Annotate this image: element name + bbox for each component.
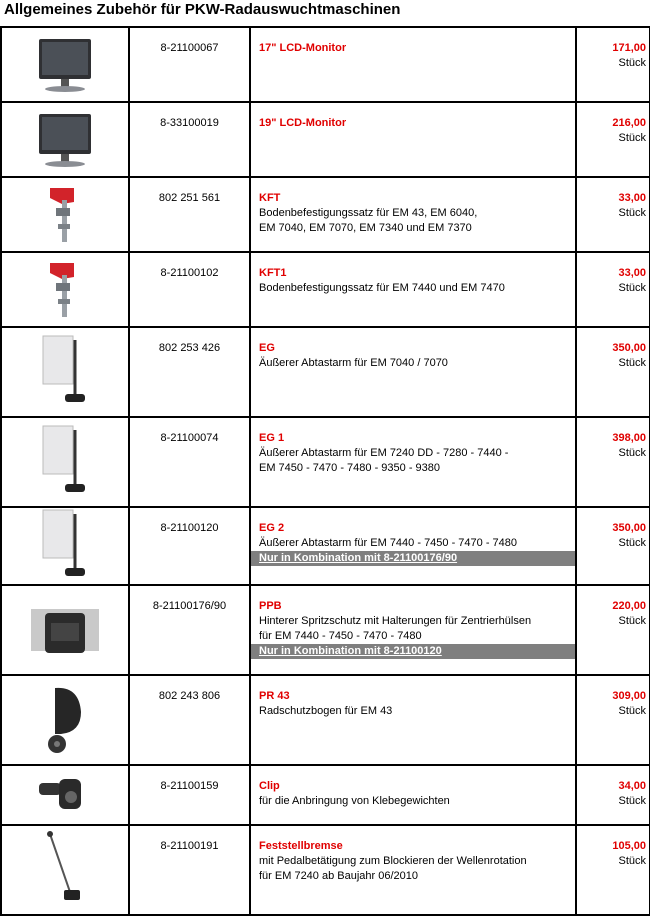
price-unit: Stück [618,705,646,717]
lcd-monitor-icon [2,35,128,95]
product-image [1,327,129,417]
article-number: 8-21100176/90 [129,585,250,675]
article-number: 8-21100191 [129,825,250,915]
price-cell [576,327,650,417]
price-unit: Stück [618,357,646,369]
price-value: 350,00 [612,342,646,354]
product-description [250,417,576,507]
description-line: für EM 7240 ab Baujahr 06/2010 [259,870,419,882]
price-unit: Stück [618,207,646,219]
floor-mount-kit-icon [2,184,128,246]
article-number: 8-21100159 [129,765,250,825]
table-row [1,507,650,585]
price-cell [576,417,650,507]
product-image [1,507,129,585]
product-description [250,675,576,765]
clip-icon [2,773,128,817]
description-line: EM 7450 - 7470 - 7480 - 9350 - 9380 [259,462,441,474]
product-description [250,27,576,102]
table-row [1,585,650,675]
accessory-table [0,26,650,916]
price-value: 398,00 [612,432,646,444]
product-image [1,765,129,825]
page-title: Allgemeines Zubehör für PKW-Radauswuchtmaschinen [4,1,401,18]
product-name: EG 1 [259,432,285,444]
article-number: 802 253 426 [129,327,250,417]
product-description [250,585,576,675]
description-line: EM 7040, EM 7070, EM 7340 und EM 7370 [259,222,472,234]
price-cell [576,825,650,915]
table-row [1,675,650,765]
description-line: Bodenbefestigungssatz für EM 7440 und EM 7470 [259,282,505,294]
article-number: 802 243 806 [129,675,250,765]
product-name: PPB [259,600,282,612]
table-row [1,102,650,177]
price-cell [576,765,650,825]
product-image [1,177,129,252]
product-image [1,252,129,327]
price-unit: Stück [618,447,646,459]
price-unit: Stück [618,132,646,144]
article-number: 8-33100019 [129,102,250,177]
product-name: 17" LCD-Monitor [259,42,347,54]
product-image [1,417,129,507]
price-cell [576,177,650,252]
product-name: KFT1 [259,267,287,279]
article-number: 802 251 561 [129,177,250,252]
product-image [1,585,129,675]
product-name: EG 2 [259,522,285,534]
price-cell [576,252,650,327]
sensing-arm-icon [2,508,128,584]
product-name: 19" LCD-Monitor [259,117,347,129]
description-line: Bodenbefestigungssatz für EM 43, EM 6040, [259,207,478,219]
price-unit: Stück [618,282,646,294]
description-line: Radschutzbogen für EM 43 [259,705,393,717]
sensing-arm-icon [2,334,128,410]
description-line: für die Anbringung von Klebegewichten [259,795,450,807]
price-unit: Stück [618,615,646,627]
splash-guard-icon [2,599,128,661]
product-description [250,765,576,825]
article-number: 8-21100067 [129,27,250,102]
product-name: PR 43 [259,690,290,702]
table-row [1,252,650,327]
price-value: 34,00 [618,780,646,792]
price-value: 33,00 [618,192,646,204]
table-row [1,327,650,417]
lcd-monitor-icon [2,110,128,170]
price-cell [576,102,650,177]
price-unit: Stück [618,57,646,69]
product-description [250,177,576,252]
price-value: 350,00 [612,522,646,534]
floor-mount-kit-icon [2,259,128,321]
price-value: 171,00 [612,42,646,54]
product-description [250,252,576,327]
price-value: 33,00 [618,267,646,279]
table-row [1,27,650,102]
article-number: 8-21100102 [129,252,250,327]
price-value: 105,00 [612,840,646,852]
price-value: 220,00 [612,600,646,612]
product-name: Clip [259,780,280,792]
product-description [250,327,576,417]
article-number: 8-21100074 [129,417,250,507]
description-line: Äußerer Abtastarm für EM 7040 / 7070 [259,357,448,369]
wheel-guard-icon [2,682,128,758]
description-line: mit Pedalbetätigung zum Blockieren der Wellenrotation [259,855,527,867]
product-description [250,102,576,177]
product-description [250,507,576,585]
description-line: für EM 7440 - 7450 - 7470 - 7480 [259,630,422,642]
combination-note: Nur in Kombination mit 8-21100176/90 [251,551,575,566]
product-name: KFT [259,192,281,204]
article-number: 8-21100120 [129,507,250,585]
price-cell [576,507,650,585]
table-row [1,825,650,915]
description-line: Hinterer Spritzschutz mit Halterungen für Zentrierhülsen [259,615,532,627]
product-description [250,825,576,915]
table-row [1,765,650,825]
product-image [1,102,129,177]
table-row [1,177,650,252]
description-line: Äußerer Abtastarm für EM 7440 - 7450 - 7470 - 7480 [259,537,518,549]
table-row [1,417,650,507]
product-image [1,27,129,102]
combination-note: Nur in Kombination mit 8-21100120 [251,644,575,659]
price-unit: Stück [618,855,646,867]
sensing-arm-icon [2,424,128,500]
price-value: 216,00 [612,117,646,129]
price-value: 309,00 [612,690,646,702]
price-cell [576,585,650,675]
price-cell [576,675,650,765]
description-line: Äußerer Abtastarm für EM 7240 DD - 7280 - 7440 - [259,447,509,459]
product-name: EG [259,342,275,354]
product-name: Feststellbremse [259,840,343,852]
brake-pedal-icon [2,830,128,910]
price-cell [576,27,650,102]
price-unit: Stück [618,795,646,807]
product-image [1,825,129,915]
price-unit: Stück [618,537,646,549]
product-image [1,675,129,765]
